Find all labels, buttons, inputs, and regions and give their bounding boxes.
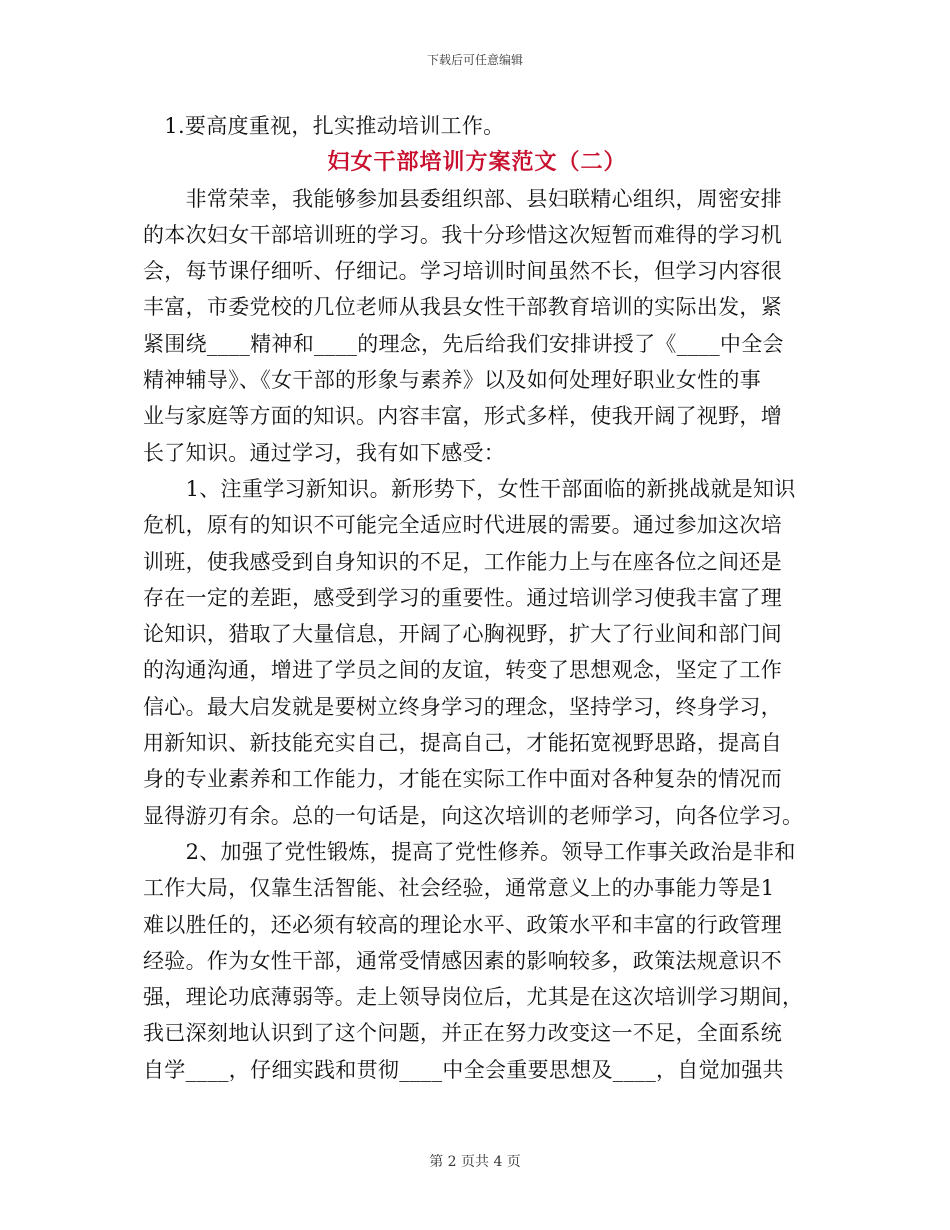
text-line: 丰富，市委党校的几位老师从我县女性干部教育培训的实际出发，紧 — [143, 295, 782, 320]
text-line: 紧围绕____精神和____的理念，先后给我们安排讲授了《____中全会 — [143, 331, 784, 356]
document-body — [143, 108, 811, 1088]
text-line: 1.要高度重视，扎实推动培训工作。 — [143, 114, 505, 138]
text-line: 经验。作为女性干部，通常受情感因素的影响较多，政策法规意识不 — [143, 948, 782, 973]
text-line: 的本次妇女干部培训班的学习。我十分珍惜这次短暂而难得的学习机 — [143, 222, 782, 247]
page-footer: 第 2 页共 4 页 — [429, 1154, 521, 1170]
text-line: 存在一定的差距，感受到学习的重要性。通过培训学习使我丰富了理 — [143, 585, 782, 610]
text-line: 论知识，猎取了大量信息，开阔了心胸视野，扩大了行业间和部门间 — [143, 622, 782, 647]
text-line: 我已深刻地认识到了这个问题，并正在努力改变这一不足，全面系统 — [143, 1021, 782, 1046]
document-title: 妇女干部培训方案范文（二） — [327, 149, 627, 176]
text-line: 业与家庭等方面的知识。内容丰富，形式多样，使我开阔了视野，增 — [143, 404, 782, 429]
text-line: 1、注重学习新知识。新形势下，女性干部面临的新挑战就是知识 — [143, 476, 796, 501]
text-line: 显得游刃有余。总的一句话是，向这次培训的老师学习，向各位学习。 — [143, 803, 804, 828]
text-line: 身的专业素养和工作能力，才能在实际工作中面对各种复杂的情况而 — [143, 767, 782, 792]
text-line: 难以胜任的，还必须有较高的理论水平、政策水平和丰富的行政管理 — [143, 912, 782, 937]
text-line: 长了知识。通过学习，我有如下感受： — [143, 440, 506, 465]
text-line: 训班，使我感受到自身知识的不足，工作能力上与在座各位之间还是 — [143, 549, 782, 574]
text-line: 工作大局，仅靠生活智能、社会经验，通常意义上的办事能力等是1 — [143, 876, 775, 901]
text-line: 2、加强了党性锻炼，提高了党性修养。领导工作事关政治是非和 — [143, 839, 796, 864]
page-header: 下载后可任意编辑 — [426, 53, 523, 67]
text-line: 自学____，仔细实践和贯彻____中全会重要思想及____，自觉加强共 — [143, 1057, 784, 1082]
text-line: 危机，原有的知识不可能完全适应时代进展的需要。通过参加这次培 — [143, 513, 782, 538]
text-line: 精神辅导》、《女干部的形象与素养》以及如何处理好职业女性的事 — [143, 368, 761, 393]
text-line: 会，每节课仔细听、仔细记。学习培训时间虽然不长，但学习内容很 — [143, 259, 782, 284]
text-line: 信心。最大启发就是要树立终身学习的理念，坚持学习，终身学习， — [143, 694, 782, 719]
text-line: 非常荣幸，我能够参加县委组织部、县妇联精心组织，周密安排 — [143, 186, 782, 211]
text-line: 的沟通沟通，增进了学员之间的友谊，转变了思想观念，坚定了工作 — [143, 658, 782, 683]
text-line: 用新知识、新技能充实自己，提高自己，才能拓宽视野思路，提高自 — [143, 731, 782, 756]
text-line: 强，理论功底薄弱等。走上领导岗位后，尤其是在这次培训学习期间， — [143, 985, 804, 1010]
